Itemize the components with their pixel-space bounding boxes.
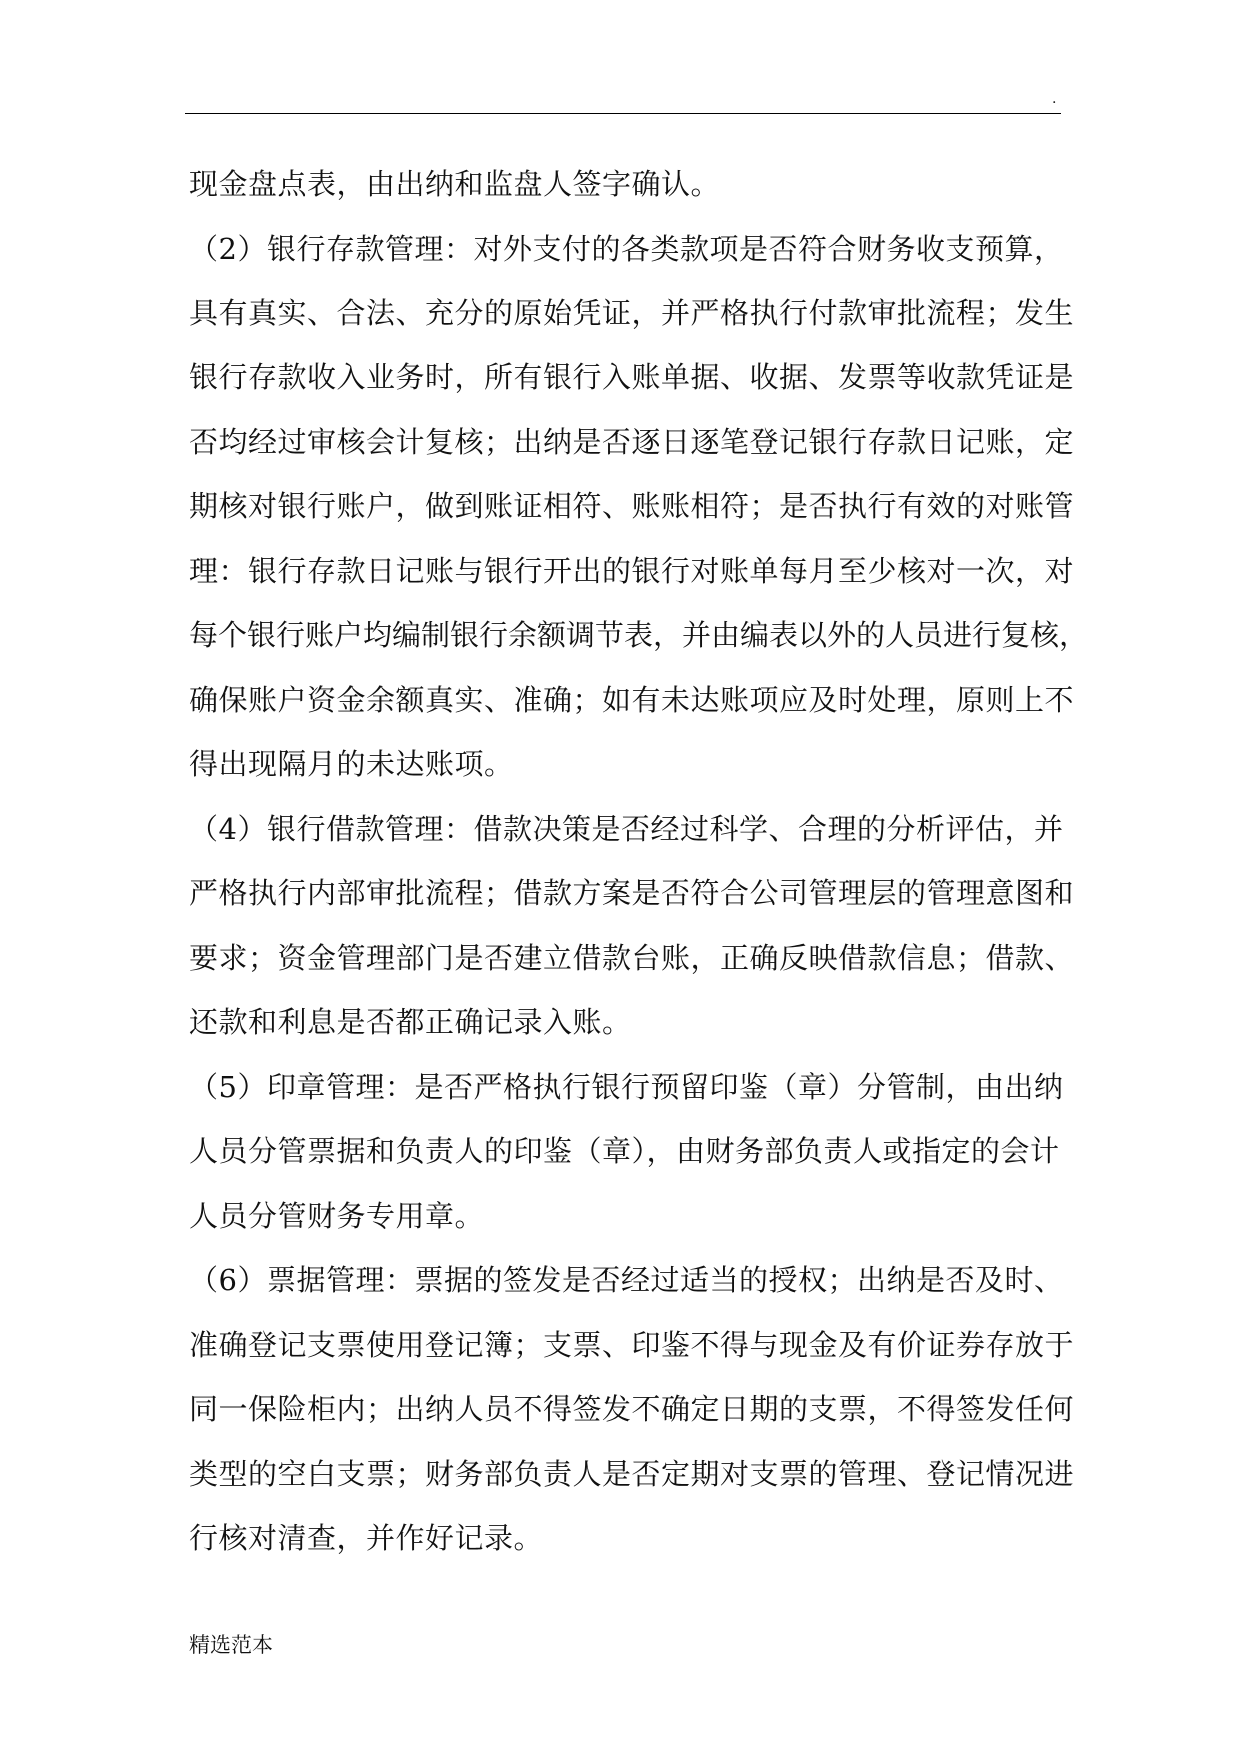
text-line: （4）银行借款管理：借款决策是否经过科学、合理的分析评估，并	[189, 812, 1064, 846]
text-line: 每个银行账户均编制银行余额调节表，并由编表以外的人员进行复核，	[189, 618, 1089, 652]
text-line: 类型的空白支票；财务部负责人是否定期对支票的管理、登记情况进	[189, 1457, 1075, 1491]
text-line: 银行存款收入业务时，所有银行入账单据、收据、发票等收款凭证是	[189, 360, 1075, 394]
text-line: 理：银行存款日记账与银行开出的银行对账单每月至少核对一次，对	[189, 554, 1075, 588]
text-line: 还款和利息是否都正确记录入账。	[189, 1005, 632, 1039]
text-line: 否均经过审核会计复核；出纳是否逐日逐笔登记银行存款日记账，定	[189, 425, 1075, 459]
header-mark: .	[1052, 91, 1057, 107]
text-line: 严格执行内部审批流程；借款方案是否符合公司管理层的管理意图和	[189, 876, 1075, 910]
text-line: 现金盘点表，由出纳和监盘人签字确认。	[189, 167, 721, 201]
text-line: （2）银行存款管理：对外支付的各类款项是否符合财务收支预算，	[189, 232, 1064, 266]
text-line: 确保账户资金余额真实、准确；如有未达账项应及时处理，原则上不	[189, 683, 1075, 717]
text-line: 期核对银行账户，做到账证相符、账账相符；是否执行有效的对账管	[189, 489, 1075, 523]
text-line: 要求；资金管理部门是否建立借款台账，正确反映借款信息；借款、	[189, 941, 1075, 975]
text-line: 人员分管票据和负责人的印鉴（章），由财务部负责人或指定的会计	[189, 1134, 1060, 1168]
text-line: （6）票据管理：票据的签发是否经过适当的授权；出纳是否及时、	[189, 1263, 1064, 1297]
text-line: 具有真实、合法、充分的原始凭证，并严格执行付款审批流程；发生	[189, 296, 1075, 330]
footer-label: 精选范本	[189, 1633, 273, 1657]
header-rule	[185, 113, 1061, 114]
text-line: （5）印章管理：是否严格执行银行预留印鉴（章）分管制，由出纳	[189, 1070, 1064, 1104]
text-line: 行核对清查，并作好记录。	[189, 1521, 544, 1555]
text-line: 准确登记支票使用登记簿；支票、印鉴不得与现金及有价证券存放于	[189, 1328, 1075, 1362]
text-line: 同一保险柜内；出纳人员不得签发不确定日期的支票，不得签发任何	[189, 1392, 1075, 1426]
text-line: 人员分管财务专用章。	[189, 1199, 485, 1233]
text-line: 得出现隔月的未达账项。	[189, 747, 514, 781]
